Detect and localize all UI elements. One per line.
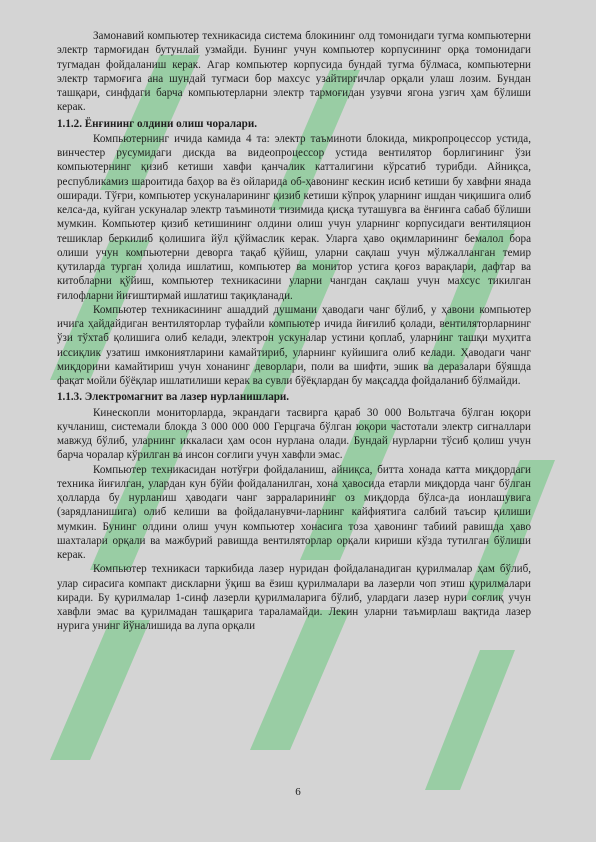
body-paragraph: Компьютернинг ичида камида 4 та: электр таъминоти блокида, микропроцессор устида, винчестер русумидаги дискда ва видеопроцессор устида вентилятор борлигининг ўзи компьютернинг қизиб кетиши хавфи қанчалик катталигини кўрсатиб турибди. Айниқса, республикамиз шароитида баҳор ва ёз ойларида об-ҳавонинг кескин исиб кетиши бу хавфни янада оширади. Тўғри, компьютер ускуналарининг қизиб кетиши кўпроқ уларнинг ишдан чиқишига олиб келса-да, куйган ускуналар электр таъминоти тизимида қисқа туташувга ва ёнғинга сабаб бўлиши мумкин. Компьютер қизиб кетишининг олдини олиш учун уларнинг корпусидаги вентиляцион тешиклар беркилиб қолишига йўл қўймаслик керак. Уларга ҳаво оқимларининг бемалол бора олиши учун компьютерни деворга тақаб қўйиш, уларни сақлаш учун мўлжалланган темир қутиларда турган ҳолида ишлатиш, компьютер ва монитор устига қоғоз варақлари, дафтар ва китобларни қўйиш, компьютер техникасини уларни чангдан сақлаш учун махсус тикилган ғилофларни йиғиштирмай ишлатиш тақиқланади. — [57, 132, 531, 302]
body-paragraph: Компьютер техникасидан нотўғри фойдаланиш, айниқса, битта хонада катта миқдордаги техника йиғилган, улардан кун бўйи фойдаланилган, хона ҳавосида етарли миқдорда чанг бўлган ҳолларда бу нурланиш ҳаводаги чанг зарраларининг оз миқдорда бўлса-да ионлашувига (зарядланишига) олиб келиши ва фойдаланувчи-ларнинг кайфиятига салбий таъсир қилиши мумкин. Бунинг олдини олиш учун компьютер хонасига тоза ҳавонинг табиий равишда ҳаво шахталари орқали ва мажбурий равишда вентиляторлар орқали кириши кўзда тутилган бўлиши керак. — [57, 463, 531, 561]
section-heading: 1.1.3. Электромагнит ва лазер нурланишлари. — [57, 391, 290, 404]
body-paragraph: Замонавий компьютер техникасида система блокининг олд томонидаги тугма компьютерни электр тармоғидан бутунлай узмайди. Бунинг учун компьютер корпусининг орқа томонидаги тугмадан фойдаланиш керак. Агар компьютер корпусида бундай тугма бўлмаса, компьютерни электр тармоғига ана шундай тугмаси бор махсус узайтиргичлар орқали улаш лозим. Бундан ташқари, синфдаги барча компьютерларни электр тармоғидан узувчи ягона узгич ҳам бўлиши керак. — [57, 30, 531, 114]
body-paragraph: Компьютер техникаси таркибида лазер нуридан фойдаланадиган қурилмалар ҳам бўлиб, улар сирасига компакт дискларни ўқиш ва ёзиш қурилмалари ва лазерли чоп этиш қурилмалари киради. Бу қурилмалар 1-синф лазерли қурилмаларига бўлиб, улардаги лазер нури соғлиқ учун хавфли эмас ва қурилмадан ташқарига тараламайди. Лекин уларни таъмирлаш вақтида лазер нурига унинг йўналишида ва лупа орқали — [57, 563, 531, 633]
document-body — [57, 29, 531, 634]
body-paragraph: Кинескопли мониторларда, экрандаги тасвирга қараб 30 000 Вольтгача бўлган юқори кучланиш, системали блокда 3 000 000 000 Герцгача бўлган юқори частотали электр сигналлари мавжуд бўлиб, уларнинг иккаласи ҳам осон нурлана олади. Бундай нурларни тўсиб қолиш учун барча чоралар кўрилган ва инсон соғлиги учун хавфли эмас. — [57, 406, 531, 462]
body-paragraph: Компьютер техникасининг ашаддий душмани ҳаводаги чанг бўлиб, у ҳавони компьютер ичига ҳайдайдиган вентиляторлар туфайли компьютер ичида йиғилиб қолади, вентиляторларнинг ўзи тўхтаб қолишига олиб келади, электрон ускуналар устини қоплаб, уларнинг ташқи муҳитга иссиқлик узатиш имкониятларини камайтириб, уларнинг куйишига олиб келади. Ҳаводаги чанг миқдорини камайтириш учун хонанинг деворлари, поли ва шифти, эшик ва деразалари бўяшда фақат мойли бўёқлар ишлатилиши керак ва сувли бўёқлардан бу мақсадда фойдаланиб бўлмайди. — [57, 303, 531, 387]
page-number: 6 — [295, 786, 301, 798]
watermark-stroke — [425, 650, 515, 790]
section-heading: 1.1.2. Ёнғининг олдини олиш чоралари. — [57, 117, 258, 130]
watermark-stroke — [50, 620, 150, 760]
